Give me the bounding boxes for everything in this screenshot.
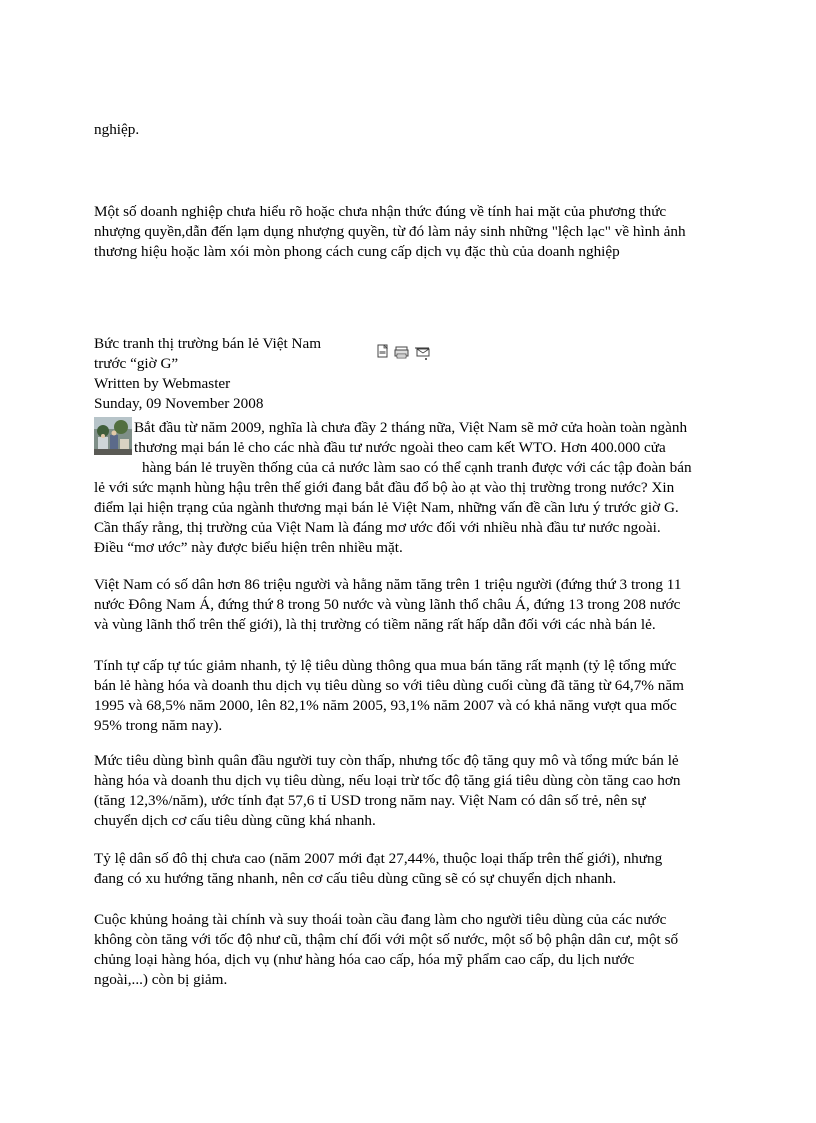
pdf-icon[interactable] <box>378 345 387 357</box>
article-intro: Bắt đầu từ năm 2009, nghĩa là chưa đầy 2 tháng nữa, Việt Nam sẽ mở cửa hoàn toàn ngành thương mại bán lẻ cho các nhà đầu tư nước ngoài theo cam kết WTO. Hơn 400.000 cửa hàng bán lẻ truyền thống của cả nước làm sao có thể cạnh tranh được với các tập đoàn bán lẻ với sức mạnh hùng hậu trên thế giới đang bắt đầu đổ bộ ào ạt vào thị trường trong nước? Xin điểm lại hiện trạng của ngành thương mại bán lẻ Việt Nam, những vấn đề cần lưu ý trước giờ G. Cần thấy rằng, thị trường của Việt Nam là đáng mơ ước đối với nhiều nhà đầu tư nước ngoài. Điều “mơ ước” này được biểu hiện trên nhiều mặt. <box>94 419 692 556</box>
body-paragraph: Mức tiêu dùng bình quân đầu người tuy còn thấp, nhưng tốc độ tăng quy mô và tổng mức bán lẻ hàng hóa và doanh thu dịch vụ tiêu dùng, nếu loại trừ tốc độ tăng giá tiêu dùng còn tăng cao hơn (tăng 12,3%/năm), ước tính đạt 57,6 tỉ USD trong năm nay. Việt Nam có dân số trẻ, nên sự chuyển dịch cơ cấu tiêu dùng cũng khá nhanh. <box>94 752 681 829</box>
body-paragraph: Cuộc khủng hoảng tài chính và suy thoái toàn cầu đang làm cho người tiêu dùng của các nước không còn tăng với tốc độ như cũ, thậm chí đối với một số nước, một số bộ phận dân cư, một số chủng loại hàng hóa, dịch vụ (như hàng hóa cao cấp, hóa mỹ phẩm cao cấp, du lịch nước ngoài,...) còn bị giảm. <box>94 911 679 988</box>
body-paragraph: Tính tự cấp tự túc giảm nhanh, tỷ lệ tiêu dùng thông qua mua bán tăng rất mạnh (tỷ lệ tổng mức bán lẻ hàng hóa và doanh thu dịch vụ tiêu dùng so với tiêu dùng cuối cùng đã tăng từ 64,7% năm 1995 và 68,5% năm 2000, lên 82,1% năm 2005, 93,1% năm 2007 và có khả năng vượt qua mốc 95% trong năm nay). <box>94 657 684 734</box>
print-icon[interactable] <box>395 347 408 358</box>
article-author: Written by Webmaster <box>94 375 231 392</box>
continued-text: nghiệp. <box>94 121 140 138</box>
email-icon[interactable] <box>415 348 429 360</box>
article-title: Bức tranh thị trường bán lẻ Việt Nam <box>94 335 322 352</box>
article-toolbar <box>377 343 447 361</box>
body-paragraph: Việt Nam có số dân hơn 86 triệu người và hằng năm tăng trên 1 triệu người (đứng thứ 3 trong 11 nước Đông Nam Á, đứng thứ 8 trong 50 nước và vùng lãnh thổ châu Á, đứng 13 trong 208 nước và vùng lãnh thổ trên thế giới), là thị trường có tiềm năng rất hấp dẫn đối với các nhà bán lẻ. <box>94 576 682 633</box>
article-header <box>94 334 394 414</box>
article-title-continued: trước “giờ G” <box>94 355 179 372</box>
article-date: Sunday, 09 November 2008 <box>94 395 264 412</box>
body-paragraph: Tỷ lệ dân số đô thị chưa cao (năm 2007 mới đạt 27,44%, thuộc loại thấp trên thế giới), nhưng đang có xu hướng tăng nhanh, nên cơ cấu tiêu dùng cũng sẽ có sự chuyển dịch nhanh. <box>94 850 663 887</box>
franchise-paragraph: Một số doanh nghiệp chưa hiểu rõ hoặc chưa nhận thức đúng về tính hai mặt của phương thức nhượng quyền,dẫn đến lạm dụng nhượng quyền, từ đó làm nảy sinh những "lệch lạc" về hình ảnh thương hiệu hoặc làm xói mòn phong cách cung cấp dịch vụ đặc thù của doanh nghiệp <box>94 203 686 260</box>
